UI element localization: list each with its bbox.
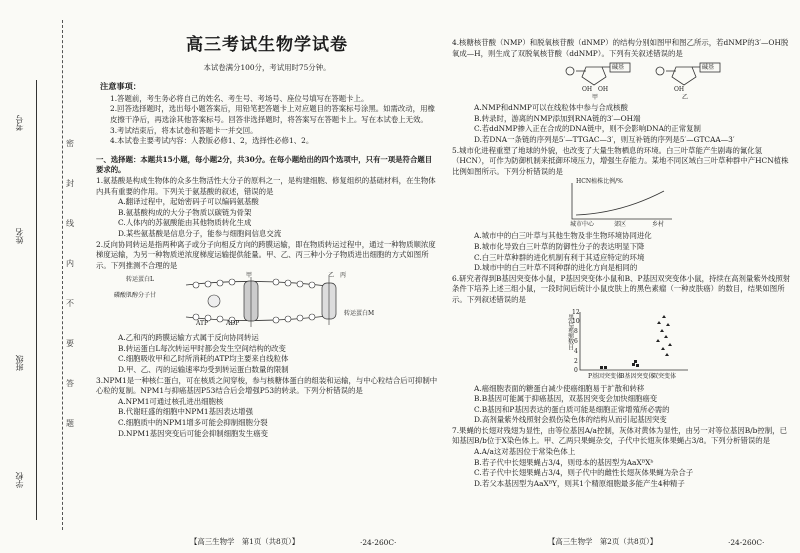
seal-char: 封 [66, 179, 74, 188]
option: C.若ddNMP掺入正在合成的DNA链中，则不会影响DNA的正常复制 [474, 124, 701, 134]
option: D.若DNA一条链的序列是5′—TTGAC—3′，则互补链的序列是5′—GTCAA—3′ [474, 134, 735, 144]
option: C.细胞吸收甲和乙时所消耗的ATP均主要来自线粒体 [118, 354, 289, 364]
fig-label-atp: ATP [196, 320, 209, 328]
hcn-xlabel: 乡村 [652, 221, 665, 229]
question-stem: 1.氨基酸是构成生物体的众多生物活性大分子的原料之一，是构建细胞、修复组织的基础材料，在生物体内具有重要的作用。下列关于氨基酸的叙述，错误的是 [96, 175, 436, 196]
option: B.转录时，游离的NMP添加到RNA链的3′—OH端 [474, 113, 641, 123]
option: C.细胞质中的NPM1增多可能会抑制细胞分裂 [118, 418, 268, 428]
option: C.若子代中长翅果蝇占3/4，则子代中的雌性长翅灰体果蝇为杂合子 [474, 468, 694, 478]
left-column [96, 8, 438, 439]
option: B.B基因可能属于抑癌基因，双基因突变会加快细胞癌变 [474, 394, 658, 404]
fig-label-jia: 甲 [246, 272, 253, 280]
nucleotide-figure [452, 61, 792, 101]
class-label: 班级 [15, 355, 24, 371]
option: B.转运蛋白L每次转运甲时都会发生空间结构的改变 [118, 343, 286, 353]
option: D.某些氨基酸是信息分子，能参与细胞间信息交流 [118, 228, 282, 238]
fig-label-transporter-m: 转运蛋白M [344, 310, 375, 318]
exam-info: 本试卷满分100分，考试用时75分钟。 [203, 62, 331, 72]
melanoma-group-label: B基因突变体 [620, 372, 655, 380]
option: D.高剂量紫外线照射会损伤染色体的结构从而引起基因突变 [474, 415, 667, 425]
melanoma-chart-figure [452, 308, 792, 382]
seal-char: 线 [66, 219, 74, 228]
seal-char: 答 [66, 379, 74, 388]
question-stem: 2.反向协同转运是指两种离子或分子向相反方向的跨膜运输，即在物质转运过程中，通过一种物质顺浓度梯度运输，为另一种物质逆浓度梯度运输提供能量。甲、乙、丙三种小分子物质进出细胞的方式如图所示。下列推测不合理的是 [96, 239, 436, 270]
footer-code-left: ·24-260C· [360, 538, 397, 547]
notice-item: 4.本试卷主要考试内容：人教版必修1、2，选择性必修1、2。 [110, 136, 314, 146]
fig-label-yi: 乙 [328, 272, 335, 280]
seal-char: 内 [66, 259, 74, 268]
option: B.氨基酸构成的大分子物质以碳链为骨架 [118, 207, 252, 217]
footer-left: 【高三生物学 第1页（共8页）】 [190, 537, 300, 546]
hcn-axes [572, 183, 672, 219]
hcn-xlabel: 郊区 [614, 221, 627, 229]
notice-item: 1.答题前，考生务必将自己的姓名、考生号、考场号、座位号填写在答题卡上。 [110, 93, 369, 103]
option: A.乙和丙的跨膜运输方式属于反向协同转运 [118, 333, 259, 343]
option: C.白三叶草种群的进化机制有利于其适应特定的环境 [474, 252, 645, 262]
section-heading: 一、选择题：本题共15小题，每小题2分，共30分。在每小题给出的四个选项中，只有一项是符合题目要求的。 [96, 154, 433, 175]
seal-dashed-line [62, 20, 63, 530]
membrane-transport-figure [96, 273, 438, 331]
melanoma-ytick: 6 [574, 337, 578, 345]
melanoma-chart [452, 308, 792, 382]
binding-line [36, 80, 37, 520]
fig-label-molecule: 磷酸肌醇分子甘 [114, 292, 157, 300]
exam-number-label: 考号 [15, 115, 24, 131]
fig-label-oh: OH [582, 86, 593, 94]
melanoma-ytick: 12 [572, 308, 580, 316]
option: D.城市中的白三叶草不同种群的进化方向是相同的 [474, 263, 638, 273]
fig-label-adp: ADP [226, 320, 240, 328]
binding-strip [0, 0, 92, 553]
option: C.B基因和P基因表达的蛋白质可能是细胞正常增殖所必需的 [474, 404, 670, 414]
notice-item: 3.考试结束后，将本试卷和答题卡一并交回。 [110, 125, 258, 135]
fig-label-base: 碱基 [702, 64, 715, 72]
option: D.若父本基因型为AaXᴮY，则其1个精原细胞最多能产生4种精子 [474, 478, 685, 488]
fig-label-bing: 丙 [340, 272, 347, 280]
seal-char: 密 [66, 139, 74, 148]
hcn-curve [576, 191, 664, 215]
seal-char: 要 [66, 339, 74, 348]
footer-right: 【高三生物学 第2页（共8页）】 [548, 537, 658, 546]
option: A.癌细胞表面的糖蛋白减少使癌细胞易于扩散和转移 [474, 383, 645, 393]
notice-item: 2.回答选择题时，选出每小题答案后，用铅笔把答题卡上对应题目的答案标号涂黑。如需改动，用橡皮擦干净后，再选涂其他答案标号。回答非选择题时，将答案写在答题卡上。写在本试卷上无效。 [110, 104, 435, 124]
option: B.代谢旺盛的细胞中NPM1基因表达增强 [118, 407, 253, 417]
question-stem: 5.城市化进程重塑了地球的外貌，也改变了大量生物栖息的环境。白三叶草能产生剧毒的氰化氢（HCN），可作为防御机制来抵御环境压力，增强生存能力。某地不同区域白三叶草种群中产HCN植株比例如图所示。下列分析错误的是 [452, 145, 789, 176]
melanoma-ytick: 0 [574, 366, 578, 374]
option: B.若子代中长翅果蝇占3/4，则母本的基因型为AaXᴮXᵇ [474, 457, 654, 467]
notice-title: 注意事项： [100, 81, 141, 92]
right-column [452, 8, 792, 489]
hcn-ylabel: HCN植株比例/% [576, 178, 623, 186]
option: D.甲、乙、丙的运输速率均受到转运蛋白数量的限制 [118, 365, 289, 375]
melanoma-ytick: 4 [574, 347, 578, 355]
fig-label-base: 碱基 [612, 64, 625, 72]
melanoma-ytick: 8 [574, 327, 578, 335]
option: A.NPM1可通过核孔进出细胞核 [118, 396, 224, 406]
melanoma-ylabel: 黑色素瘤数目 [566, 313, 574, 350]
melanoma-group-label: 双突变体 [652, 372, 677, 380]
question-stem: 6.研究者得到B基因突变体小鼠，P基因突变体小鼠和B、P基因双突变体小鼠，持续在高剂量紫外线照射条件下培养上述三组小鼠，一段时间后统计小鼠皮肤上的黑色素瘤（一种皮肤癌）的数目，结果如图所示。下列叙述错误的是 [452, 273, 791, 304]
page-title: 高三考试生物学试卷 [186, 35, 348, 55]
option: A.翻译过程中，起始密码子可以编码氨基酸 [118, 197, 259, 207]
hcn-xlabel: 城市中心 [570, 221, 595, 229]
option: A.城市中的白三叶草与其他生物及非生物环境协同进化 [474, 231, 652, 241]
seal-char: 题 [66, 419, 74, 428]
option: D.NPM1基因突变后可能会抑制细胞发生癌变 [118, 428, 268, 438]
option: A.NMP和dNMP可以在线粒体中参与合成核酸 [474, 103, 628, 113]
fig-label-oh: OH [674, 86, 685, 94]
fig-label-yi: 乙 [682, 94, 689, 102]
name-label: 姓名 [15, 228, 24, 244]
fig-label-transporter-l: 转运蛋白L [126, 276, 154, 284]
question-stem: 4.核糖核苷酸（NMP）和脱氧核苷酸（dNMP）的结构分别如图甲和图乙所示，若dNMP的3′—OH脱氧成—H，则生成了双脱氧核苷酸（ddNMP）。下列有关叙述错误的是 [452, 38, 789, 58]
seal-char: 不 [66, 299, 74, 308]
question-stem: 3.NPM1是一种核仁蛋白，可在核质之间穿梭，参与核糖体蛋白的组装和运输，与中心粒结合后可抑制中心粒的复制。NPM1与抑癌基因P53结合后会增强P53的转录。下列分析错误的是 [96, 375, 438, 396]
hcn-chart-figure [452, 179, 792, 229]
option: B.城市化导致白三叶草的防御性分子的表达明显下降 [474, 241, 645, 251]
melanoma-ytick: 10 [572, 317, 580, 325]
melanoma-group-label: P基因突变体 [588, 372, 623, 380]
question-stem: 7.果蝇的长翅对残翅为显性，由等位基因A/a控制，灰体对黄体为显性，由另一对等位基因B/b控制，已知基因B/b位于X染色体上。甲、乙两只果蝇杂交，子代中长翅灰体果蝇占3/8。下列分析错误的是 [452, 425, 787, 446]
fig-label-jia: 甲 [592, 94, 599, 102]
fig-label-oh: OH [598, 86, 609, 94]
melanoma-ytick: 2 [574, 357, 578, 365]
footer-code-right: ·24-260C· [728, 538, 765, 547]
option: C.人体内的苏氨酸能由其他物质转化生成 [118, 218, 252, 228]
school-label: 学校 [15, 472, 24, 488]
option: A.A/a这对基因位于常染色体上 [474, 447, 576, 457]
